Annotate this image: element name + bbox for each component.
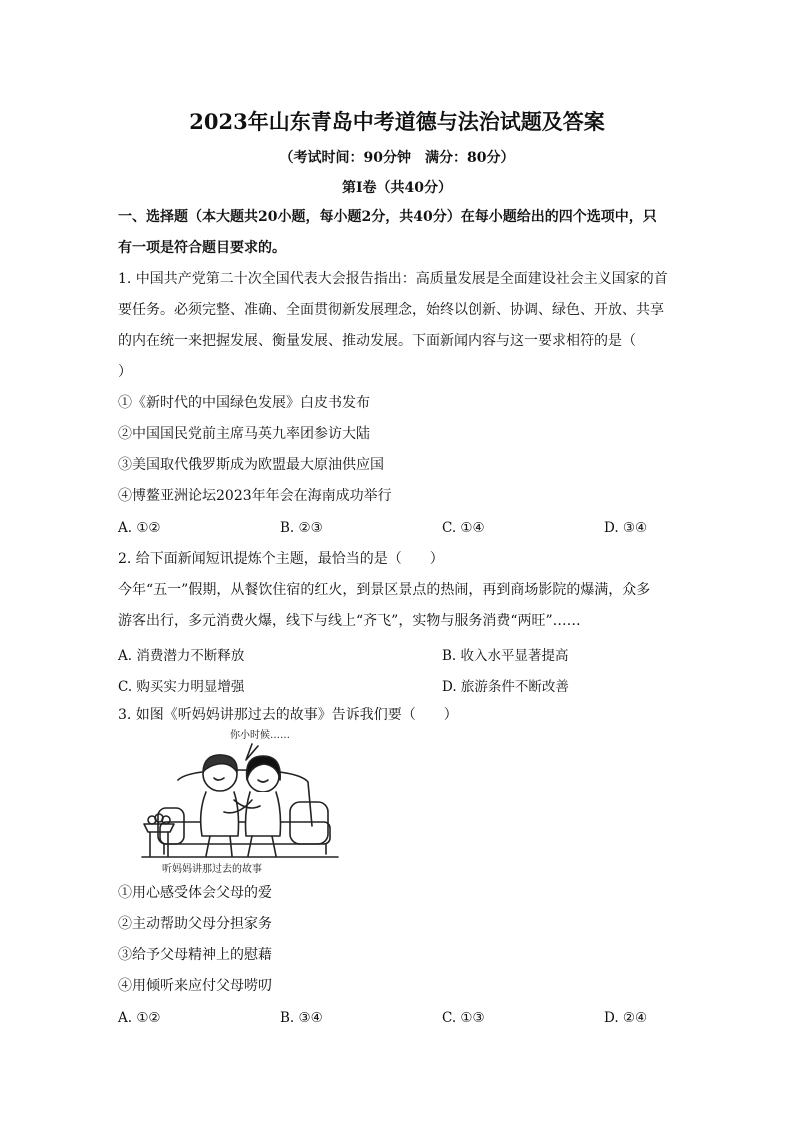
q1-item-1: ①《新时代的中国绿色发展》白皮书发布	[118, 395, 370, 411]
q1-item-2: ②中国国民党前主席马英九率团参访大陆	[118, 426, 370, 442]
q3-item-1: ①用心感受体会父母的爱	[118, 885, 272, 901]
q1-option-b: B. ②③	[280, 520, 323, 536]
cartoon-caption: 听妈妈讲那过去的故事	[162, 864, 262, 875]
speech-bubble-text: 你小时候……	[230, 730, 290, 741]
q1-stem-line3: 的内在统一来把握发展、衡量发展、推动发展。下面新闻内容与这一要求相符的是（	[118, 333, 636, 349]
cartoon-illustration	[140, 726, 340, 876]
q3-item-4: ④用倾听来应付父母唠叨	[118, 978, 272, 994]
exam-info: （考试时间：90分钟 满分：80分）	[279, 150, 515, 166]
q1-stem-line1: 1. 中国共产党第二十次全国代表大会报告指出：高质量发展是全面建设社会主义国家的首	[118, 271, 668, 287]
volume-heading: 第Ⅰ卷（共40分）	[341, 180, 453, 196]
q3-option-c: C. ①③	[442, 1010, 485, 1026]
page-title: 2023年山东青岛中考道德与法治试题及答案	[189, 109, 605, 134]
q3-option-d: D. ②④	[604, 1010, 648, 1026]
q3-option-a: A. ①②	[118, 1010, 161, 1026]
q2-option-c: C. 购买实力明显增强	[118, 679, 245, 695]
q2-option-b: B. 收入水平显著提高	[442, 648, 569, 664]
q1-stem-line2: 要任务。必须完整、准确、全面贯彻新发展理念，始终以创新、协调、绿色、开放、共享	[118, 302, 664, 318]
q2-stem: 2. 给下面新闻短讯提炼个主题，最恰当的是（ ）	[118, 551, 444, 567]
mother-story-cartoon	[140, 726, 340, 876]
q3-item-3: ③给予父母精神上的慰藉	[118, 947, 272, 963]
q1-item-3: ③美国取代俄罗斯成为欧盟最大原油供应国	[118, 457, 384, 473]
q2-option-a: A. 消费潜力不断释放	[118, 648, 245, 664]
q1-item-4: ④博鳌亚洲论坛2023年年会在海南成功举行	[118, 488, 392, 504]
section-heading-line1: 一、选择题（本大题共20小题，每小题2分，共40分）在每小题给出的四个选项中，只	[118, 209, 657, 225]
q3-option-b: B. ③④	[280, 1010, 323, 1026]
q1-option-d: D. ③④	[604, 520, 648, 536]
q2-passage-line1: 今年“五一”假期，从餐饮住宿的红火，到景区景点的热闹，再到商场影院的爆满，众多	[118, 582, 651, 598]
section-heading-line2: 有一项是符合题目要求的。	[118, 240, 286, 256]
q2-passage-line2: 游客出行，多元消费火爆，线下与线上“齐飞”，实物与服务消费“两旺”……	[118, 613, 581, 629]
q1-stem-line4: ）	[118, 364, 132, 380]
q3-item-2: ②主动帮助父母分担家务	[118, 916, 272, 932]
q2-option-d: D. 旅游条件不断改善	[442, 679, 569, 695]
q1-option-a: A. ①②	[118, 520, 161, 536]
q3-stem: 3. 如图《听妈妈讲那过去的故事》告诉我们要（ ）	[118, 707, 458, 723]
q1-option-c: C. ①④	[442, 520, 485, 536]
